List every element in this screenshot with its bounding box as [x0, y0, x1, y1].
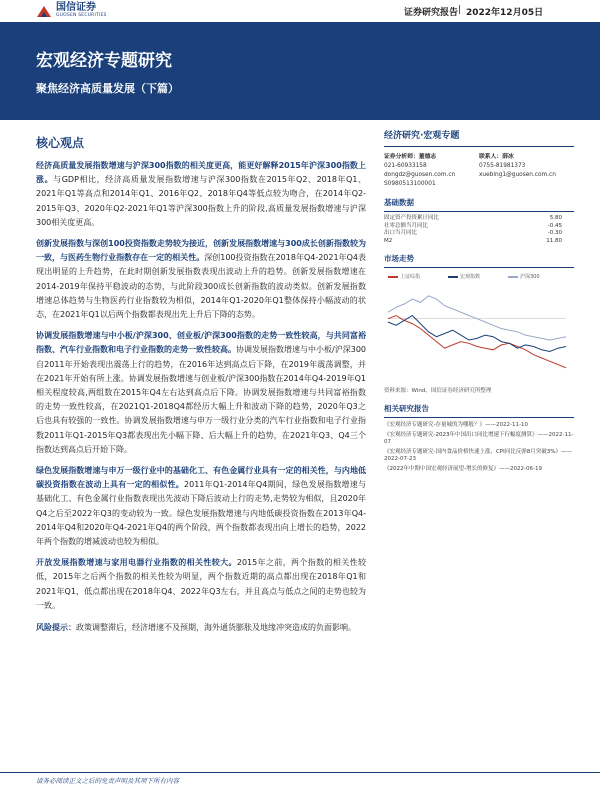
legend-swatch: [448, 276, 458, 278]
core-views: [36, 126, 366, 635]
logo-cn: 国信证券: [56, 2, 96, 14]
chart-source: 资料来源：Wind、国信证券经济研究所整理: [384, 388, 492, 394]
related-report-title[interactable]: 《宏观经济专题研究-存量城的为哪般？》: [384, 422, 485, 428]
series-line-0: [388, 316, 566, 368]
row-value: -0.45: [547, 222, 562, 229]
section-title: 核心观点: [36, 136, 85, 150]
analyst-list: [384, 153, 574, 189]
related-report[interactable]: [384, 432, 574, 447]
table-row: [384, 223, 574, 231]
analyst-phone: 021-60933158: [384, 163, 427, 169]
row-value: 5.80: [549, 215, 562, 221]
paragraph-text: 与GDP相比，经济高质量发展指数增速与沪深300指数在2015年Q2、2018年Q1、2021年Q1等高点和2014年Q1、2016年Q2、2018年Q4等低点较为吻合，在2014年Q2-2015年Q3、2020年Q2-2021年Q1等沪深300指数上升的阶段,高质量发展指数增速与沪深300相关度更高。: [36, 175, 367, 227]
legend-swatch: [508, 276, 518, 278]
related-report-date: ——2022-07-23: [384, 448, 572, 463]
legend-label: 宏观指数: [460, 274, 481, 280]
report-type: 证券研究报告: [404, 8, 459, 18]
paragraph: [36, 237, 366, 322]
title-banner: [0, 22, 600, 120]
basic-data-title: 基础数据: [384, 197, 574, 212]
row-label: 固定资产投资累计同比: [384, 215, 440, 221]
report-date: 2022年12月05日: [466, 8, 544, 18]
paragraph: [36, 464, 366, 549]
legend-label: 上证综指: [400, 274, 421, 280]
paragraph-text: 深创100投资指数在2018年Q4-2021年Q4表现出明显的上升趋势，在此时期创新发展指数表现出波动上升的趋势。创新发展指数增速在2014-2019年保持平稳波动的态势，与此阶段300成长创新指数的波动类似。创新发展指数增速总体趋势与生物医药行业指数较为相似，2014年Q1-2020年Q1整体保持小幅波动的状态，在2021年Q1以后两个指数都表现出先上升后下降的态势。: [36, 253, 366, 320]
paragraph: [36, 556, 366, 613]
analyst-card: [384, 153, 479, 189]
related-report-date: ——2022-06-19: [498, 465, 542, 472]
related-report-title[interactable]: 《宏观经济专题研究-国内食品价格快速上涨，CPI同比反弹8月突破3%》: [384, 448, 561, 455]
paragraph: [36, 329, 366, 457]
legend-item: [508, 273, 540, 280]
report-subtitle: 聚焦经济高质量发展（下篇）: [36, 82, 179, 95]
sidebar: [384, 128, 574, 476]
logo-mark-icon: [36, 4, 52, 18]
table-row: [384, 238, 574, 246]
market-trend-chart: [384, 272, 574, 382]
analyst-email[interactable]: dongdz@guosen.com.cn: [384, 172, 456, 178]
legend-item: [448, 273, 480, 280]
related-report-date: ——2022-11-07: [384, 431, 574, 446]
analyst-role: 证券分析师：董德志: [384, 154, 437, 160]
analyst-card: [479, 153, 574, 189]
table-row: [384, 230, 574, 238]
related-report[interactable]: [384, 449, 574, 464]
logo-en: GUOSEN SECURITIES: [56, 13, 107, 19]
company-logo: [36, 3, 107, 19]
paragraph-highlight: 创新发展指数与深创100投资指数走势较为接近，创新发展指数增速与300成长创新指数较为一致，与医药生物行业指数存在一定的相关性。: [36, 239, 366, 263]
analyst-phone: 0755-81981373: [479, 163, 526, 169]
chart-plot: [384, 282, 574, 382]
report-title: 宏观经济专题研究: [36, 51, 172, 71]
legend-swatch: [388, 276, 398, 278]
paragraph-highlight: 绿色发展指数增速与申万一级行业中的基础化工、有色金属行业具有一定的相关性，与内地低碳投资指数在波动上具有一定的相似性。: [36, 466, 366, 490]
table-row: [384, 215, 574, 223]
related-report[interactable]: [384, 466, 574, 474]
related-report[interactable]: [384, 422, 574, 430]
analyst-email[interactable]: xuebing1@guosen.com.cn: [479, 172, 556, 178]
footer-divider: [0, 772, 600, 773]
paragraph-text: 2011年Q1-2014年Q4期间，绿色发展指数增速与基础化工、有色金属行业指数表现出先波动下降后波动上行的走势,走势较为相似，且2020年Q4之后至2022年Q3的变动较为一致。绿色发展指数增速与内地低碳投资指数在2013年Q4-2014年Q4和2020年Q4-2021年Q4的两个阶段，两个指数都表现出向上增长的趋势，2022年两个指数的增减波动也较为相似。: [36, 480, 366, 547]
legend-item: [388, 273, 420, 280]
analyst-cert: S0980513100001: [384, 181, 436, 187]
row-label: 社零总额当月同比: [384, 222, 429, 229]
related-reports-list: [384, 422, 574, 474]
risk-text: 政策调整滞后，经济增速不及预期，海外通货膨胀及地缘冲突造成的负面影响。: [76, 623, 356, 633]
paragraph-highlight: 开放发展指数增速与家用电器行业指数的相关性较大。: [36, 558, 237, 568]
risk-label: 风险提示：: [36, 623, 76, 633]
analyst-role: 联系人：薛冰: [479, 154, 514, 160]
chart-legend: [384, 272, 574, 282]
row-value: -0.30: [547, 230, 562, 236]
related-report-title[interactable]: 《2022年中期中国宏观经济展望-增长的修复》: [384, 465, 499, 472]
paragraph-text: 2015年之前，两个指数的相关性较低，2015年之后两个指数的相关性较为明显，两个指数近期的高点都出现在2018年Q1和2021年Q1，低点都出现在2018年Q4、2022年Q3左右，并且高点与低点之间的走势也较为一致。: [36, 558, 367, 610]
risk-warning: [36, 621, 366, 635]
legend-label: 沪深300: [520, 274, 540, 280]
header-separator: |: [458, 5, 462, 15]
row-value: 11.80: [546, 237, 562, 244]
related-report-title[interactable]: 《宏观经济专题研究-2023年中国出口同比增速下行幅度测算》: [384, 431, 538, 438]
paragraph-highlight: 协调发展指数增速与中小板/沪深300、创业板/沪深300指数的走势一致性较高，与共同富裕指数、汽车行业指数和电子行业指数的走势一致性较高。: [36, 331, 366, 355]
paragraph-highlight: 经济高质量发展指数增速与沪深300指数的相关度更高，能更好解释2015年沪深300指数上涨。: [36, 161, 366, 185]
top-bar: [0, 0, 600, 22]
paragraph: [36, 159, 366, 230]
market-trend-title: 市场走势: [384, 253, 574, 268]
related-report-date: ——2022-11-10: [485, 422, 528, 428]
footer-disclaimer: 请务必阅读正文之后的免责声明及其项下所有内容: [36, 777, 179, 785]
sidebar-header: 经济研究·宏观专题: [384, 128, 574, 147]
row-label: M2: [384, 237, 393, 244]
related-reports-title: 相关研究报告: [384, 403, 574, 418]
row-label: 出口当月同比: [384, 230, 418, 236]
basic-data-table: [384, 215, 574, 245]
paragraph-text: 协调发展指数增速与中小板/沪深300自2011年开始表现出震荡上行的趋势，在2016年达到高点后下降，在2019年震荡调整，并在2021年开始有所上涨。协调发展指数增速与创业板/沪深300指数在2014年Q4-2019年Q1相关程度较高,两组数在2015年Q4左右达到高点后下降。协调发展指数增速与共同富裕指数的走势一致性较高，在2021Q1-2018Q4都经历大幅上升和波动下降的趋势，2020年Q3之后也具有较强的一致性。协调发展指数增速与申万一级行业分类的汽车行业指数和电子行业指数2011年Q1-2015年Q3都表现出先小幅下降、后大幅上升的趋势，在2021年Q3、Q4三个指数达到高点后开始下降。: [36, 345, 367, 454]
